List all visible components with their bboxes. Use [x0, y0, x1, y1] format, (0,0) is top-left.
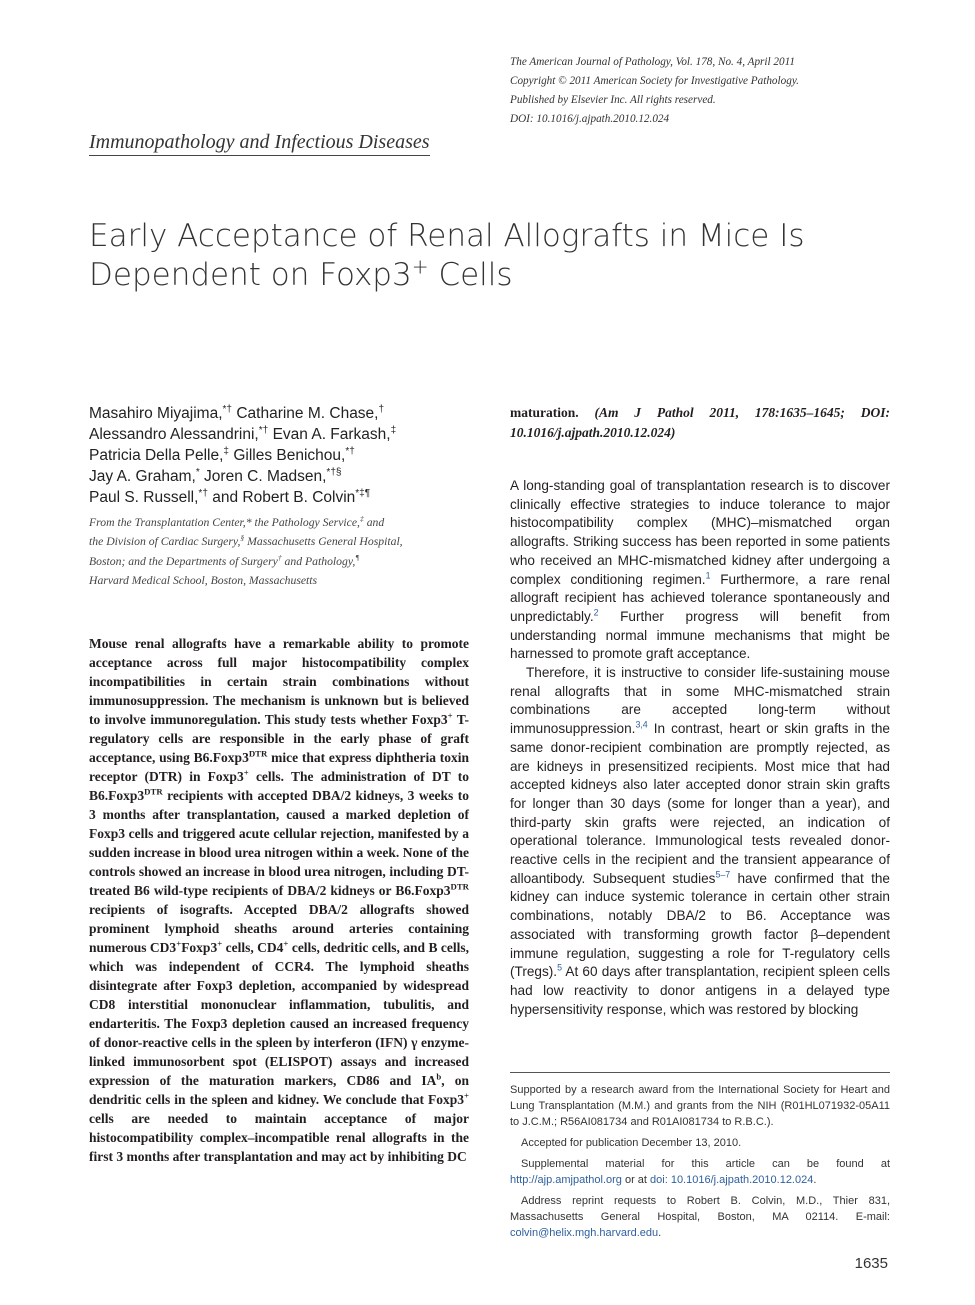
footnote-divider	[510, 1072, 890, 1073]
title-text-end: Cells	[428, 257, 513, 293]
page-number: 1635	[854, 1255, 888, 1272]
sup: +	[447, 710, 453, 721]
affil-text: * the Pathology Service,	[245, 516, 360, 529]
author-sup: ‡	[223, 445, 230, 457]
foot-text: Address reprint requests to Robert B. Colvin, M.D., Thier 831, Massachusetts General Hospital, Boston, MA 02114. E-mail:	[510, 1195, 890, 1223]
abstract-text: cells, dedritic cells, and B cells, which was independent of CCR4. The lymphoid sheaths disintegrate after Foxp3 depletion, accompanied by widespread CD8 interstitial mononuclear inflammation, tubulitis, and endarteritis. The Foxp3 depletion caused an increased frequency of donor-reactive cells in the spleen by interferon (IFN) γ enzyme-linked immunosorbent spot (ELISPOT) assays and increased expression of the maturation markers, CD86 and IA	[89, 940, 469, 1088]
affil-text: the Division of Cardiac Surgery,	[89, 535, 241, 549]
journal-citation: The American Journal of Pathology, Vol. 178, No. 4, April 2011	[510, 56, 795, 68]
affil-sup: §	[240, 533, 245, 543]
author-line	[89, 403, 489, 424]
author: Patricia Della Pelle,	[89, 447, 224, 464]
affil-line	[89, 513, 479, 532]
footnotes	[510, 1082, 890, 1246]
abstract-text: cells. The administration of DT to B6.Foxp3	[89, 769, 470, 803]
sup: +	[243, 767, 249, 778]
title-text: Dependent on Foxp3	[89, 257, 412, 293]
foot-text: .	[658, 1227, 662, 1239]
body-span: have confirmed that the kidney can induce systemic tolerance in certain other strain combinations, notably DBA/2 to B6. Acceptance was associated with transforming growth factor β–dependent immune regulation, suggesting a role for T-regulatory cells (Tregs).	[510, 870, 890, 980]
author-line	[89, 487, 489, 508]
title-line-2	[89, 256, 889, 295]
sup: +	[217, 938, 223, 949]
reference-link[interactable]: 3,4	[635, 719, 648, 730]
author: Alessandro Alessandrini,	[89, 426, 259, 443]
affil-sup: ¶	[355, 552, 360, 562]
journal-copyright: Copyright © 2011 American Society for Investigative Pathology.	[510, 75, 799, 87]
affil-sup: †	[277, 552, 282, 562]
title-sup: +	[411, 254, 429, 279]
author: Masahiro Miyajima,	[89, 405, 223, 422]
body-span: Therefore, it is instructive to consider life-sustaining mouse renal allografts that in some MHC-mismatched strain combinations are accepted long-term without immunosuppression.	[510, 665, 890, 737]
abstract	[89, 634, 469, 1166]
sup: +	[464, 1090, 469, 1101]
sup: DTR	[144, 786, 163, 797]
author-sup: *‡¶	[355, 487, 371, 499]
author-line	[89, 424, 489, 445]
abstract-text: , on dendritic cells in the spleen and kidney. We conclude that Foxp3	[89, 1073, 469, 1107]
title-line-1: Early Acceptance of Renal Allografts in Mice Is	[89, 218, 805, 254]
sup: +	[176, 938, 182, 949]
abstract-citation: (Am J Pathol 2011, 178:1635–1645; DOI: 10.1016/j.ajpath.2010.12.024)	[510, 405, 890, 440]
reference-link[interactable]: 5–7	[715, 869, 731, 880]
footnote-accepted: Accepted for publication December 13, 2010.	[521, 1137, 742, 1149]
abstract-text: maturation.	[510, 405, 579, 420]
reference-link[interactable]: 2	[593, 607, 599, 618]
foot-text: .	[813, 1174, 817, 1186]
affil-line	[89, 552, 479, 571]
body-span: Furthermore, a rare renal allograft recipient has achieved tolerance spontaneously and unpredictably.	[510, 571, 890, 624]
abstract-text: recipients with accepted DBA/2 kidneys, 3 weeks to 3 months after transplantation, caused a marked depletion of Foxp3 cells and triggered acute cellular rejection, manifested by a sudden increase in blood urea nitrogen within a week. None of the controls showed an increase in blood urea nitrogen, including DT-treated B6 wild-type recipients of DBA/2 kidneys or B6.Foxp3	[89, 788, 469, 898]
affil-text: and	[363, 516, 385, 529]
affil-text: From the Transplantation Center,	[89, 516, 246, 529]
author: Catharine M. Chase,	[232, 405, 379, 422]
affil-sup: ‡	[359, 514, 364, 524]
body-span: Further progress will benefit from understanding normal immune mechanisms that might be harnessed to promote graft acceptance.	[510, 608, 890, 662]
journal-header	[510, 53, 910, 129]
author: and Robert B. Colvin	[207, 489, 356, 506]
abstract-text: Foxp3	[181, 940, 218, 955]
affil-line	[89, 532, 479, 551]
author-sup: *†	[258, 424, 269, 436]
sup: b	[436, 1071, 442, 1082]
paragraph	[510, 664, 890, 1019]
author: Evan A. Farkash,	[268, 426, 391, 443]
affil-text: Massachusetts General Hospital,	[244, 535, 403, 549]
author-line	[89, 445, 489, 466]
abstract-continuation	[510, 403, 890, 442]
supplemental-link[interactable]: http://ajp.amjpathol.org	[510, 1174, 622, 1186]
foot-text: Supplemental material for this article can be found at	[521, 1158, 890, 1170]
section-heading: Immunopathology and Infectious Diseases	[89, 131, 430, 156]
body-span: At 60 days after transplantation, recipient spleen cells had low reactivity to donor antigens in a delayed type hypersensitivity response, which was restored by blocking	[510, 964, 890, 1017]
abstract-text: cells are needed to maintain acceptance of major histocompatibility complex–incompatible renal allografts in the first 3 months after transplantation and may act by inhibiting DC	[89, 1111, 469, 1164]
footnote-reprint	[510, 1193, 890, 1241]
sup: DTR	[450, 881, 469, 892]
abstract-text: mice that express diphtheria toxin receptor (DTR) in Foxp3	[89, 750, 469, 784]
author-sup: *†	[345, 445, 355, 457]
author-line	[89, 466, 489, 487]
body-text	[510, 477, 890, 1019]
author-list	[89, 403, 489, 508]
author: Gilles Benichou,	[229, 447, 346, 464]
footnote-support: Supported by a research award from the International Society for Heart and Lung Transplantation (M.M.) and grants from the NIH (R01HL071932-05A11 to J.C.M.; R56AI081734 and R01AI081734 to R.B.C.).	[510, 1084, 890, 1128]
body-span: A long-standing goal of transplantation research is to discover clinically effective strategies to induce tolerance to major histocompatibility complex (MHC)–mismatched organ allografts. Striking success has been reported in some patients who received an MHC-mismatched kidney after undergoing a complex conditioning regimen.	[510, 478, 890, 587]
doi-link[interactable]: doi: 10.1016/j.ajpath.2010.12.024	[650, 1174, 814, 1186]
paragraph	[510, 477, 890, 664]
author: Joren C. Madsen,	[199, 468, 327, 485]
article-title	[89, 217, 889, 295]
footnote-supplemental	[510, 1156, 890, 1188]
abstract-text: Mouse renal allografts have a remarkable ability to promote acceptance across full major histocompatibility complex incompatibilities in certain strain combinations without immunosuppression. The mechanism is unknown but is believed to involve immunoregulation. This study tests whether Foxp3	[89, 636, 469, 727]
abstract-text: recipients of isografts. Accepted DBA/2 allografts showed prominent lymphoid sheaths around arteries containing numerous CD3	[89, 902, 469, 955]
affil-text: and Pathology,	[281, 554, 356, 568]
journal-publisher: Published by Elsevier Inc. All rights reserved.	[510, 94, 716, 106]
author-sup: *†	[198, 487, 208, 499]
abstract-text: cells, CD4	[222, 940, 284, 955]
affil-text: Boston; and the Departments of Surgery	[89, 554, 278, 568]
abstract-text: T-regulatory cells are responsible in the early phase of graft acceptance, using B6.Foxp3	[89, 712, 469, 765]
reference-link[interactable]: 1	[705, 569, 711, 580]
body-span: In contrast, heart or skin grafts in the same donor-recipient combination are promptly rejected, as are kidneys in presensitized recipients. Most mice that had accepted kidneys also later accepted donor strain skin grafts for longer than 30 days (some for longer than a year), and third-party skin grafts were rejected, an indication of operational tolerance. Immunological tests revealed donor-reactive cells in the recipient and the transient appearance of alloantibody. Subsequent studies	[510, 721, 890, 886]
affiliations	[89, 513, 479, 591]
reference-link[interactable]: 5	[557, 962, 562, 973]
author: Jay A. Graham,	[89, 468, 196, 485]
author-sup: *	[195, 466, 200, 478]
email-link[interactable]: colvin@helix.mgh.harvard.edu	[510, 1227, 659, 1239]
author: Paul S. Russell,	[89, 489, 199, 506]
author-sup: ‡	[390, 424, 397, 436]
author-sup: *†§	[326, 466, 342, 478]
foot-text: or at	[621, 1174, 651, 1186]
sup: +	[283, 938, 289, 949]
journal-doi: DOI: 10.1016/j.ajpath.2010.12.024	[510, 113, 670, 125]
affil-line: Harvard Medical School, Boston, Massachusetts	[89, 574, 318, 588]
author-sup: †	[378, 403, 385, 415]
sup: DTR	[248, 748, 268, 759]
author-sup: *†	[222, 403, 233, 415]
